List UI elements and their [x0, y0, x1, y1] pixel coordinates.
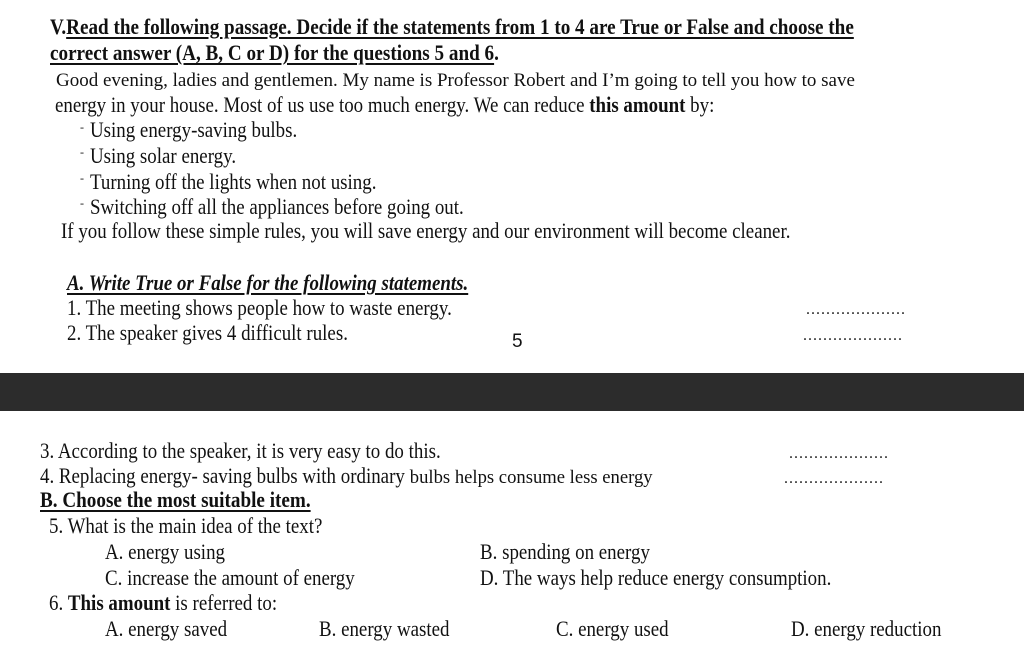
q5-option-b[interactable]: B. spending on energy	[480, 539, 650, 564]
q5-option-c[interactable]: C. increase the amount of energy	[105, 565, 355, 590]
passage-intro: Good evening, ladies and gentlemen. My name is Professor Robert and I’m going to tell you how to save	[56, 70, 855, 91]
q5-option-d[interactable]: D. The ways help reduce energy consumption.	[480, 565, 832, 590]
part-a-title: A. Write True or False for the following statements.	[67, 270, 469, 295]
question-5: 5. What is the main idea of the text?	[49, 513, 323, 538]
statement-1: 1. The meeting shows people how to waste energy.	[67, 295, 452, 320]
q6-option-b[interactable]: B. energy wasted	[319, 616, 450, 641]
passage-bullet-3: Turning off the lights when not using.	[90, 169, 377, 194]
page-number: 5	[512, 331, 523, 352]
answer-blank-3[interactable]: ....................	[789, 445, 889, 462]
passage-line2: energy in your house. Most of us use too much energy. We can reduce this amount by:	[55, 92, 715, 117]
page-divider-band	[0, 373, 1024, 411]
answer-blank-4[interactable]: ....................	[784, 470, 884, 487]
bullet-dash: -	[80, 196, 84, 210]
passage-bullet-1: Using energy-saving bulbs.	[90, 117, 298, 142]
passage-bullet-2: Using solar energy.	[90, 143, 237, 168]
q5-option-a[interactable]: A. energy using	[105, 539, 225, 564]
q6-option-a[interactable]: A. energy saved	[105, 616, 228, 641]
statement-4: 4. Replacing energy- saving bulbs with ordinary bulbs helps consume less energy	[40, 463, 653, 488]
passage-conclusion: If you follow these simple rules, you will save energy and our environment will become cleaner.	[61, 218, 791, 243]
answer-blank-1[interactable]: ....................	[806, 301, 906, 318]
q6-option-c[interactable]: C. energy used	[556, 616, 669, 641]
bullet-dash: -	[80, 171, 84, 185]
statement-2: 2. The speaker gives 4 difficult rules.	[67, 320, 348, 345]
question-6: 6. This amount is referred to:	[49, 590, 278, 615]
bullet-dash: -	[80, 145, 84, 159]
passage-bullet-4: Switching off all the appliances before going out.	[90, 194, 464, 219]
q6-option-d[interactable]: D. energy reduction	[791, 616, 942, 641]
part-b-title: B. Choose the most suitable item.	[40, 487, 311, 512]
section-instruction-line2: correct answer (A, B, C or D) for the questions 5 and 6.	[50, 40, 499, 65]
answer-blank-2[interactable]: ....................	[803, 327, 903, 344]
section-instruction-line1: V.Read the following passage. Decide if the statements from 1 to 4 are True or False and choose the	[50, 14, 854, 39]
bullet-dash: -	[80, 120, 84, 134]
statement-3: 3. According to the speaker, it is very easy to do this.	[40, 438, 441, 463]
